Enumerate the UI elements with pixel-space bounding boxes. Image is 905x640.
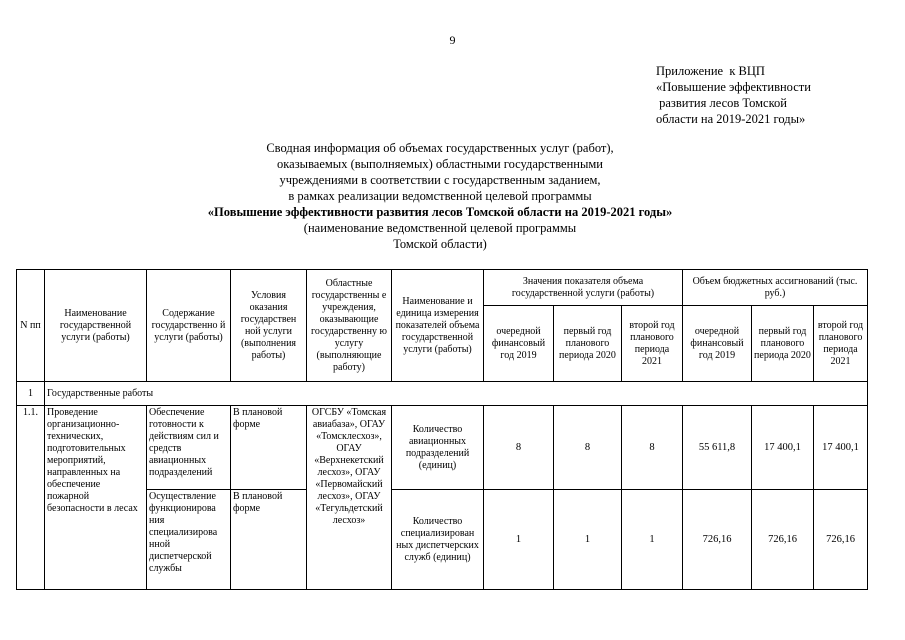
- header-conditions: Условия оказания государствен ной услуги (выполнения работы): [231, 270, 307, 382]
- row-budget: 17 400,1: [814, 406, 868, 490]
- item-institutions: ОГСБУ «Томская авиабаза», ОГАУ «Томсклесхоз», ОГАУ «Верхнекетский лесхоз», ОГАУ «Первомайский лесхоз», ОГАУ «Тегульдетский лесхоз»: [307, 406, 392, 590]
- row-value: 1: [484, 490, 554, 590]
- row-content: Осуществление функционирова ния специализирова нной диспетчерской службы: [147, 490, 231, 590]
- header-value-year: очередной финансовый год 2019: [484, 306, 554, 382]
- row-conditions: В плановой форме: [231, 406, 307, 490]
- header-budget-year: первый год планового периода 2020: [752, 306, 814, 382]
- header-budget-group: Объем бюджетных ассигнований (тыс. руб.): [683, 270, 868, 306]
- row-budget: 17 400,1: [752, 406, 814, 490]
- program-title: «Повышение эффективности развития лесов Томской области на 2019-2021 годы»: [207, 205, 673, 219]
- heading-line: в рамках реализации ведомственной целевой программы: [288, 189, 592, 203]
- appendix-line: Приложение к ВЦП: [656, 64, 765, 78]
- row-value: 8: [554, 406, 622, 490]
- row-indicator: Количество авиационных подразделений (единиц): [392, 406, 484, 490]
- appendix-note: [656, 63, 811, 127]
- section-row: [17, 382, 868, 406]
- header-budget-year: второй год планового периода 2021: [814, 306, 868, 382]
- row-value: 1: [622, 490, 683, 590]
- table-row: [17, 406, 868, 490]
- row-content: Обеспечение готовности к действиям сил и средств авиационных подразделений: [147, 406, 231, 490]
- row-conditions: В плановой форме: [231, 490, 307, 590]
- header-num: N пп: [17, 270, 45, 382]
- header-content: Содержание государственно й услуги (работы): [147, 270, 231, 382]
- header-budget-year: очередной финансовый год 2019: [683, 306, 752, 382]
- header-value-year: второй год планового периода 2021: [622, 306, 683, 382]
- header-indicator: Наименование и единица измерения показателей объема государственной услуги (работы): [392, 270, 484, 382]
- page-number: 9: [449, 33, 456, 47]
- heading-line: Сводная информация об объемах государственных услуг (работ),: [266, 141, 614, 155]
- section-title: Государственные работы: [45, 382, 868, 406]
- document-heading: [130, 140, 750, 252]
- appendix-line: области на 2019-2021 годы»: [656, 112, 806, 126]
- row-value: 8: [484, 406, 554, 490]
- row-budget: 726,16: [752, 490, 814, 590]
- row-budget: 726,16: [814, 490, 868, 590]
- row-budget: 55 611,8: [683, 406, 752, 490]
- appendix-line: «Повышение эффективности: [656, 80, 811, 94]
- header-service-name: Наименование государственной услуги (работы): [45, 270, 147, 382]
- heading-line: оказываемых (выполняемых) областными государственными: [277, 157, 603, 171]
- services-table: [16, 269, 868, 590]
- header-value-year: первый год планового периода 2020: [554, 306, 622, 382]
- row-value: 8: [622, 406, 683, 490]
- appendix-line: развития лесов Томской: [656, 96, 787, 110]
- section-num: 1: [17, 382, 45, 406]
- item-num: 1.1.: [17, 406, 45, 590]
- heading-note-line: Томской области): [393, 237, 487, 251]
- row-budget: 726,16: [683, 490, 752, 590]
- header-values-group: Значения показателя объема государственной услуги (работы): [484, 270, 683, 306]
- row-indicator: Количество специализирован ных диспетчерских служб (единиц): [392, 490, 484, 590]
- heading-note-line: (наименование ведомственной целевой программы: [303, 221, 577, 235]
- item-name: Проведение организационно-технических, подготовительных мероприятий, направленных на обеспечение пожарной безопасности в лесах: [45, 406, 147, 590]
- row-value: 1: [554, 490, 622, 590]
- header-institutions: Областные государственны е учреждения, оказывающие государственну ю услугу (выполняющие работу): [307, 270, 392, 382]
- heading-line: учреждениями в соответствии с государственным заданием,: [279, 173, 601, 187]
